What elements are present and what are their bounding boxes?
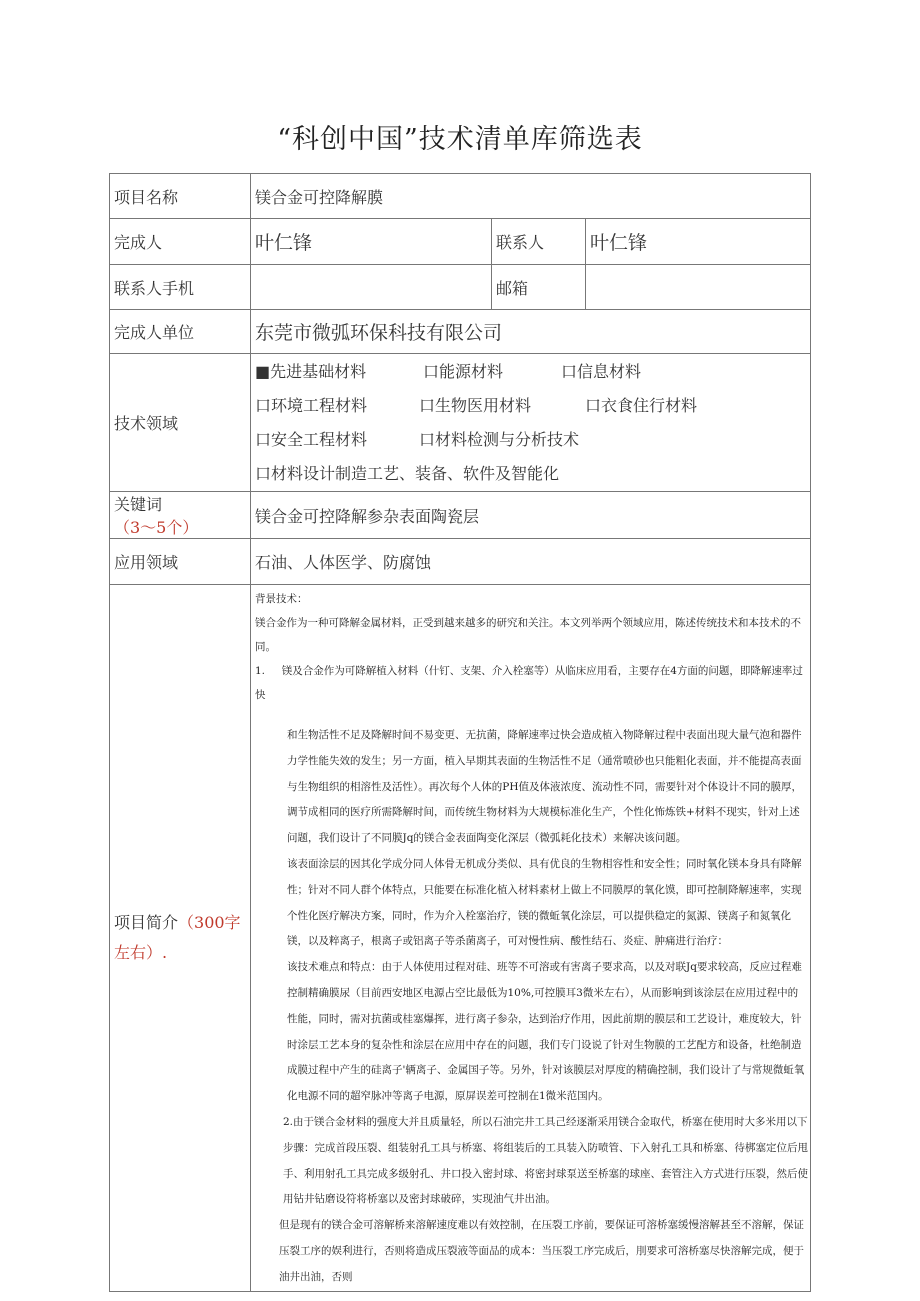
field-option: 口信息材料 (561, 362, 642, 381)
contact-label: 联系人 (492, 219, 586, 265)
intro-paragraph: 该技术难点和特点：由于人体使用过程对硅、班等不可溶或有害离子要求高，以及对联Jq要求较高，反应过程难控制精确膜尿（目前西安地区电源占空比最低为10%,可控膜耳3微米左右），从而影响到该涂层在应用过程中的性能，同时，需对抗菌或桂塞爆挥，进行离子参杂，达到治疗作用，因此前期的膜层和工艺设计，难度较大，针时涂层工艺本身的复杂性和涂层在应用中存在的问题，我们专门设说了针对生物膜的工艺配方和设备，杜绝制造成膜过程中产生的硅离子'辆离子、金属国子等。另外，针对该膜层对厚度的精确控制，我们设计了与常规微蚯氧化电源不同的超窄脉冲等离子电源，原屏误差可控制在1微米范国内。 (287, 961, 805, 1103)
intro-paragraph: 和生物活性不足及降解时间不易变更、无抗菌，降解速率过快会造成植入物降解过程中表面出现大量气泡和器件力学性能失效的发生；另一方面，植入早期其表面的生物活性不足（通常喷砂也只能粗化表面，并不能提高表面与生物组织的相溶性及活性）。再次每个人体的PH值及体液浓度、流动性不同，需要针对个体设计不同的膜厚，调节成相同的医疗所需降解时间，而传统生物材料为大规模标准化生产，个性化怖炼铁+材料不现实，针对上述问题，我们设计了不同膜Jq的镁合金表面陶变化深层（微弧耗化技术）来解决该问题。 (287, 729, 802, 845)
row-completer (110, 219, 811, 265)
field-option: 口衣食住行材料 (585, 396, 698, 415)
phone-value (251, 265, 492, 310)
contact-value: 叶仁锋 (586, 219, 811, 265)
completer-label: 完成人 (110, 219, 251, 265)
tech-field-label: 技术领域 (110, 354, 251, 492)
intro-paragraph: 该表面涂层的因其化学成分同人体骨无机成分类似、具有优良的生物相容性和安全性；同时氧化镁本身具有降解性；针对不同人群个体特点，只能要在标准化植入材料素材上做上不同膜厚的氧化馍，即可控制降解速率，实现个性化医疗解决方案，同时，作为介入栓塞治疗，镁的微蚯氧化涂层，可以提供稳定的氮源、镁离子和氮氧化镁，以及粹离子，根离子或铝离子等杀菌离子，可对慢性病、酸性结石、炎症、肿痛进行治疗： (287, 857, 802, 948)
email-value (586, 265, 811, 310)
field-option: ■先进基础材料 (255, 362, 367, 381)
project-name-label: 项目名称 (110, 174, 251, 219)
row-tech-field (110, 354, 811, 492)
intro-paragraph: 2.由于镁合金材料的强度大并且质量轻，所以石油完井工具己经逐渐采用镁合金取代，桥塞在使用时大多米用以下步骤：完成首段压裂、组装射孔工具与桥塞、将组装后的工具装入防喷管、下入射孔工具和桥塞、待梆塞定位后甩手、利用射孔工具完成多级射孔、井口投入密封球、将密封球泵送至桥塞的球座、套管注入方式进行压裂，然后使用钻井钻磨设符将桥塞以及密封球破碎，实现油气井出油。 (283, 1115, 808, 1206)
screening-form-table (109, 173, 811, 1292)
keywords-value: 镁合金可控降解参杂表面陶瓷层 (251, 492, 811, 539)
tech-field-options (251, 354, 811, 492)
unit-label: 完成人单位 (110, 310, 251, 354)
intro-paragraph: 但是现有的镁合金可溶解桥来溶解速度难以有效控制，在压裂工序前，要保证可溶桥塞缓慢溶解甚至不溶解，保证压裂工序的娱利进行，否则将造成压裂液等面品的成本：当压裂工序完成后，刖要求可溶桥塞尽快溶解完成，便于油井出油，否则 (279, 1219, 804, 1283)
page-title: “科创中国”技术清单库筛选表 (277, 124, 643, 155)
intro-content (251, 585, 811, 1292)
field-option: 口环境工程材料 (255, 396, 368, 415)
email-label: 邮箱 (492, 265, 586, 310)
field-option: 口材料设计制造工艺、装备、软件及智能化 (255, 464, 560, 483)
field-option: 口生物医用材料 (419, 396, 532, 415)
field-option: 口能源材料 (423, 362, 504, 381)
intro-label-note: （300字左右）. (114, 912, 241, 962)
intro-paragraph: 镁合金作为一种可降解金属材料，正受到越来越多的研究和关注。本文列举两个领域应用，陈述传统技术和本技术的不同。 (255, 617, 801, 653)
row-project-name (110, 174, 811, 219)
intro-label-main: 项目简介 (114, 912, 179, 932)
phone-label: 联系人手机 (110, 265, 251, 310)
intro-paragraph: 背景技术： (255, 593, 308, 605)
row-phone (110, 265, 811, 310)
keywords-label-note: （3～5个） (114, 518, 199, 537)
intro-paragraph: 1. 镁及合金作为可降解植入材料（什钉、支架、介入栓塞等）从临床应用看，主要存在4方面的问题，即降解速率过快 (255, 665, 803, 701)
unit-value: 东莞市微弧环保科技有限公司 (251, 310, 811, 354)
keywords-label-main: 关键词 (114, 495, 163, 514)
intro-label (110, 585, 251, 1292)
application-value: 石油、人体医学、防腐蚀 (251, 539, 811, 585)
application-label: 应用领域 (110, 539, 251, 585)
field-option: 口安全工程材料 (255, 430, 368, 449)
field-option: 口材料检测与分析技术 (419, 430, 580, 449)
row-intro (110, 585, 811, 1292)
row-keywords (110, 492, 811, 539)
project-name-value: 镁合金可控降解膜 (251, 174, 811, 219)
completer-value: 叶仁锋 (251, 219, 492, 265)
row-application (110, 539, 811, 585)
row-unit (110, 310, 811, 354)
keywords-label (110, 492, 251, 539)
